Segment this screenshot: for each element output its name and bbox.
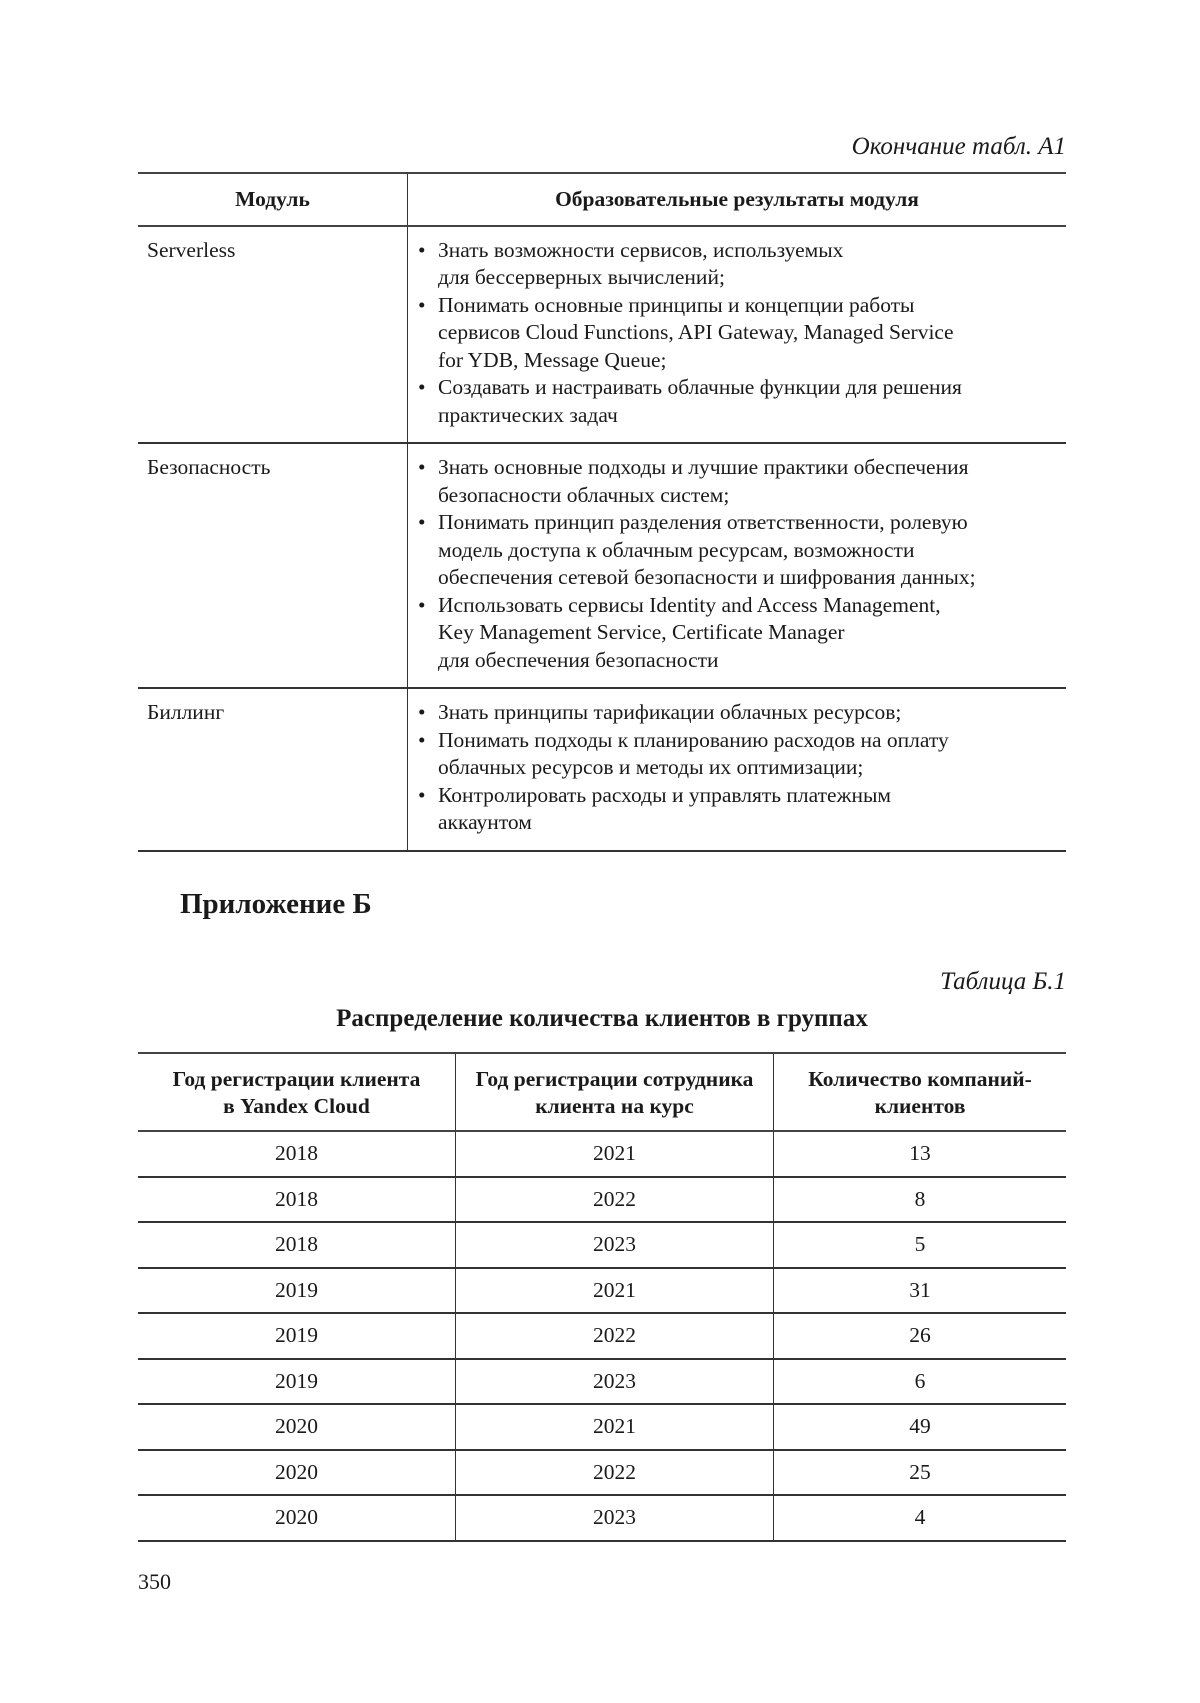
employee-registration-year-cell: 2023 [456,1222,774,1268]
result-text: Понимать принцип разделения ответственности, ролевую модель доступа к облачным ресурсам, возможности обеспечения сетевой безопасности и шифрования данных; [438,510,976,589]
page-number: 350 [138,1569,171,1594]
result-item [418,727,1062,782]
header-employee-registration-year: Год регистрации сотрудника клиента на курс [456,1053,774,1131]
table-body [138,1131,1066,1541]
module-results-table [138,172,1066,852]
table-row [138,1268,1066,1314]
header-module: Модуль [138,173,408,226]
table-label: Таблица Б.1 [940,968,1066,995]
module-results [408,443,1067,688]
table-row [138,1359,1066,1405]
client-registration-year-cell: 2020 [138,1404,456,1450]
result-text: Создавать и настраивать облачные функции для решения практических задач [438,375,962,427]
bullet-icon: • [418,237,426,262]
company-count-cell: 31 [774,1268,1067,1314]
module-results [408,226,1067,444]
module-name: Serverless [138,226,408,444]
module-name: Биллинг [138,688,408,851]
employee-registration-year-cell: 2023 [456,1495,774,1541]
bullet-icon: • [418,592,426,617]
result-text: Использовать сервисы Identity and Access Management, Key Management Service, Certificate Manager для обеспечения безопасности [438,592,941,672]
result-item [418,237,1062,292]
header-results: Образовательные результаты модуля [408,173,1067,226]
bullet-icon: • [418,292,426,317]
header-client-registration-year: Год регистрации клиента в Yandex Cloud [138,1053,456,1131]
company-count-cell: 26 [774,1313,1067,1359]
table-row [138,1177,1066,1223]
result-item [418,292,1062,375]
table-row [138,1222,1066,1268]
result-text: Понимать основные принципы и концепции работы сервисов Cloud Functions, API Gateway, Managed Service for YDB, Message Queue; [438,292,954,372]
table-row [138,1313,1066,1359]
table-row [138,1404,1066,1450]
result-text: Знать возможности сервисов, используемых для бессерверных вычислений; [438,237,844,289]
result-text: Знать основные подходы и лучшие практики обеспечения безопасности облачных систем; [438,455,969,507]
bullet-icon: • [418,455,426,479]
table-title: Распределение количества клиентов в группах [336,1005,868,1032]
company-count-cell: 25 [774,1450,1067,1496]
module-name: Безопасность [138,443,408,688]
company-count-cell: 13 [774,1131,1067,1177]
table-header-row [138,173,1066,226]
client-registration-year-cell: 2019 [138,1359,456,1405]
company-count-cell: 6 [774,1359,1067,1405]
company-count-cell: 49 [774,1404,1067,1450]
company-count-cell: 5 [774,1222,1067,1268]
client-registration-year-cell: 2018 [138,1222,456,1268]
result-item [418,782,1062,837]
bullet-icon: • [418,782,426,807]
client-registration-year-cell: 2019 [138,1268,456,1314]
table-continuation-label: Окончание табл. А1 [851,133,1066,160]
employee-registration-year-cell: 2021 [456,1268,774,1314]
bullet-icon: • [418,375,426,399]
result-item [418,592,1062,675]
client-registration-year-cell: 2018 [138,1177,456,1223]
result-text: Контролировать расходы и управлять платежным аккаунтом [438,782,892,834]
table-row [138,1131,1066,1177]
table-row [138,1495,1066,1541]
result-text: Понимать подходы к планированию расходов на оплату облачных ресурсов и методы их оптимизации; [438,727,949,779]
table-row [138,226,1066,444]
table-row [138,1450,1066,1496]
bullet-icon: • [418,510,426,534]
employee-registration-year-cell: 2022 [456,1450,774,1496]
client-registration-year-cell: 2020 [138,1450,456,1496]
employee-registration-year-cell: 2021 [456,1404,774,1450]
bullet-icon: • [418,700,426,724]
client-registration-year-cell: 2020 [138,1495,456,1541]
header-company-count: Количество компаний- клиентов [774,1053,1067,1131]
result-item [418,454,1062,509]
result-item [418,374,1062,429]
client-registration-year-cell: 2018 [138,1131,456,1177]
table-header-row [138,1053,1066,1131]
company-count-cell: 4 [774,1495,1067,1541]
employee-registration-year-cell: 2022 [456,1177,774,1223]
bullet-icon: • [418,727,426,752]
company-count-cell: 8 [774,1177,1067,1223]
client-registration-year-cell: 2019 [138,1313,456,1359]
appendix-title: Приложение Б [180,888,372,920]
client-distribution-table [138,1052,1066,1542]
employee-registration-year-cell: 2023 [456,1359,774,1405]
module-results [408,688,1067,851]
table-row [138,443,1066,688]
employee-registration-year-cell: 2022 [456,1313,774,1359]
employee-registration-year-cell: 2021 [456,1131,774,1177]
table-row [138,688,1066,851]
result-item [418,699,1062,727]
result-item [418,509,1062,592]
result-text: Знать принципы тарификации облачных ресурсов; [438,700,902,724]
